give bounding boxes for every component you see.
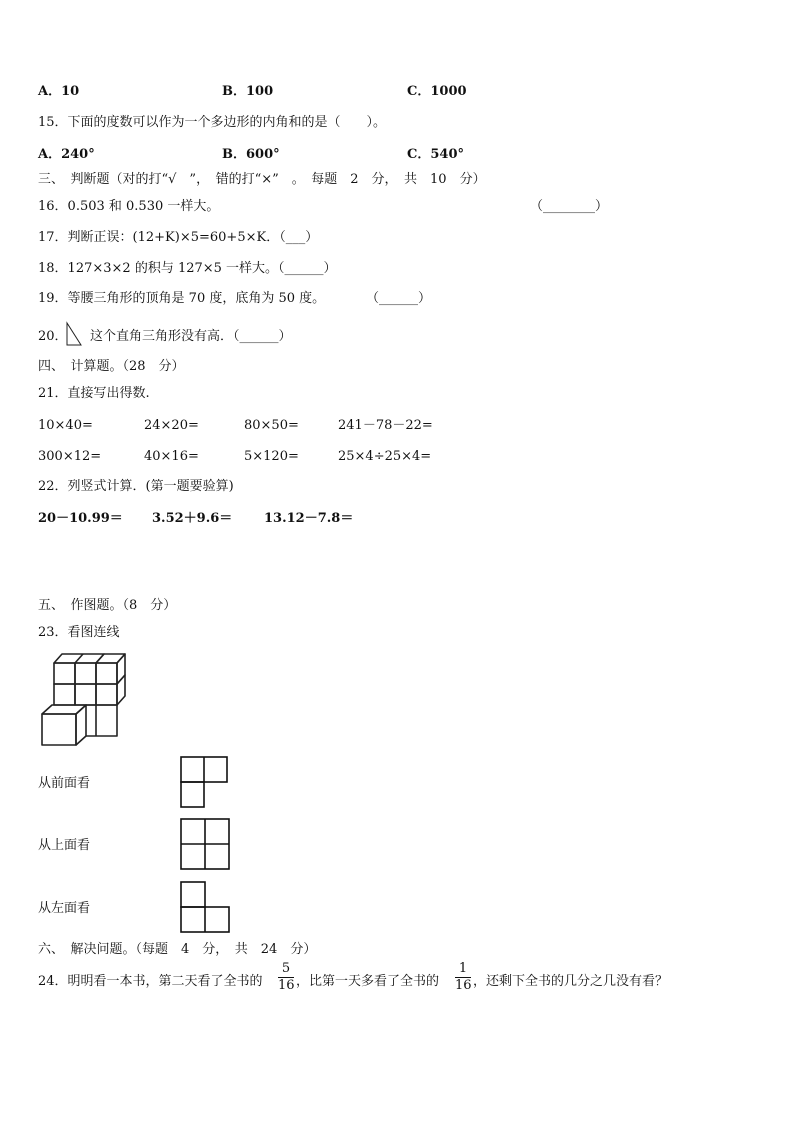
q15-option-a: A．240° — [38, 147, 95, 162]
q19-text: 19．等腰三角形的顶角是 70 度，底角为 50 度。 — [38, 291, 326, 306]
section6-title: 六、 解决问题。（每题 4 分， 共 24 分） — [38, 942, 317, 957]
fraction-1-16 — [455, 962, 471, 993]
q15-option-b: B．600° — [222, 147, 280, 162]
top-view-figure[interactable] — [180, 818, 232, 872]
calc-item: 5×120= — [244, 449, 299, 464]
fraction-numerator: 5 — [281, 961, 291, 976]
view-label-front: 从前面看 — [38, 776, 91, 791]
q24-text-part2: ，比第一天多看了全书的 — [296, 974, 440, 989]
q14-option-a: A．10 — [38, 84, 80, 99]
fraction-denominator: 16 — [278, 978, 295, 993]
q17-text: 17．判断正误：(12+K)×5=60+5×K．（___） — [38, 230, 319, 245]
calc-item: 300×12= — [38, 449, 102, 464]
calc-item: 25×4÷25×4= — [338, 449, 432, 464]
vertical-calc-item: 3.52＋9.6＝ — [152, 511, 233, 526]
view-label-left: 从左面看 — [38, 901, 91, 916]
q15-option-c: C．540° — [407, 147, 464, 162]
calc-item: 241－78－22= — [338, 418, 433, 433]
calc-item: 80×50= — [244, 418, 299, 433]
view-label-top: 从上面看 — [38, 838, 91, 853]
q16-text: 16．0.503 和 0.530 一样大。 — [38, 199, 220, 214]
left-view-figure[interactable] — [180, 881, 232, 935]
front-view-figure[interactable] — [180, 756, 230, 810]
q18-text: 18．127×3×2 的积与 127×5 一样大。（______） — [38, 261, 337, 276]
q20-number: 20． — [38, 329, 68, 344]
q20-text: 这个直角三角形没有高．（______） — [90, 329, 292, 344]
section3-title: 三、 判断题（对的打“√ ”， 错的打“×” 。 每题 2 分， 共 10 分） — [38, 172, 486, 187]
q16-blank[interactable]: （________） — [530, 199, 609, 214]
calc-item: 10×40= — [38, 418, 93, 433]
q14-option-b: B．100 — [222, 84, 274, 99]
calc-item: 24×20= — [144, 418, 199, 433]
fraction-5-16 — [278, 962, 294, 993]
vertical-calc-item: 20－10.99＝ — [38, 511, 123, 526]
section4-title: 四、 计算题。（28 分） — [38, 359, 185, 374]
q15-stem: 15．下面的度数可以作为一个多边形的内角和的是（ ）。 — [38, 115, 387, 130]
q24-text-part3: ，还剩下全书的几分之几没有看？ — [473, 974, 669, 989]
fraction-denominator: 16 — [455, 978, 472, 993]
q24-text-part1: 24．明明看一本书，第二天看了全书的 — [38, 974, 263, 989]
calc-item: 40×16= — [144, 449, 199, 464]
q22-text: 22．列竖式计算．(第一题要验算) — [38, 479, 234, 494]
right-triangle-icon — [66, 322, 82, 346]
cube-stack-figure — [40, 652, 132, 748]
q21-text: 21．直接写出得数. — [38, 386, 150, 401]
q14-option-c: C．1000 — [407, 84, 467, 99]
section5-title: 五、 作图题。（8 分） — [38, 598, 177, 613]
fraction-numerator: 1 — [458, 961, 468, 976]
vertical-calc-item: 13.12－7.8＝ — [264, 511, 354, 526]
q23-text: 23．看图连线 — [38, 625, 120, 640]
q19-blank[interactable]: （______） — [366, 291, 432, 306]
